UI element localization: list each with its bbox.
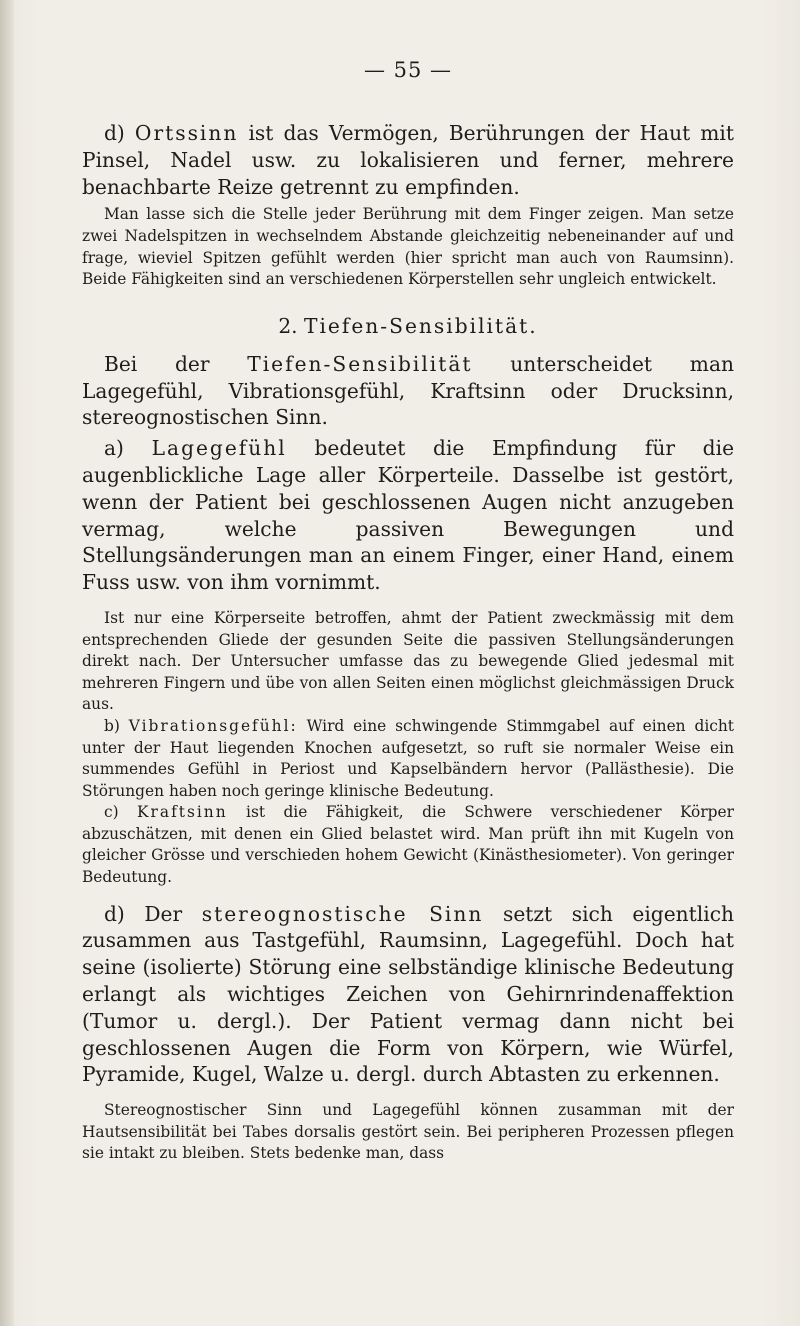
paragraph-man-lasse: Man lasse sich die Stelle jeder Berührung mit dem Finger zeigen. Man setze zwei Nadelspitzen in wechselndem Abstande gleichzeitig nebeneinander auf und frage, wieviel Spitzen gefühlt werden (hier spricht man auch von Raumsinn). Beide Fähigkeiten sind an verschiedenen Körperstellen sehr ungleich entwickelt.: [82, 205, 734, 289]
paragraph-ist-nur: Ist nur eine Körperseite betroffen, ahmt der Patient zweckmässig mit dem entsprechenden Gliede der gesunden Seite die passiven Stellungsänderungen direkt nach. Der Untersucher umfasse das zu bewegende Glied jedesmal mit mehreren Fingern und übe von allen Seiten einen möglichst gleichmässigen Druck aus.: [82, 608, 734, 714]
paragraph-kraftsinn: [82, 802, 734, 888]
paragraph-vibrationsgefuehl: [82, 716, 734, 802]
page-content: [82, 58, 734, 1165]
paragraph-text: ist das Vermögen, Berührungen der Haut mit Pinsel, Nadel usw. zu lokalisieren und ferner, mehrere benachbarte Reize getrennt zu empfinden.: [82, 121, 734, 199]
item-label: d) Der: [104, 901, 183, 926]
paragraph-text: bedeutet die Empfindung für die augenblickliche Lage aller Körperteile. Dasselbe ist gestört, wenn der Patient bei geschlossenen Augen nicht anzugeben vermag, welche passiven Bewegungen und Stellungsänderungen man an einem Finger, einer Hand, einem Fuss usw. von ihm vornimmt.: [82, 436, 735, 595]
paragraph-bei-der: [82, 351, 734, 431]
item-label: b): [104, 716, 120, 735]
term-tiefen-sensibilitaet: Tiefen-Sensibilität: [247, 351, 473, 376]
paragraph-text: ist die Fähigkeit, die Schwere verschiedener Körper abzuschätzen, mit denen ein Glied belastet wird. Man prüft ihn mit Kugeln von gleicher Grösse und verschieden hohem Gewicht (Kinästhesiometer). Von geringer Bedeutung.: [82, 803, 734, 887]
section-title: Tiefen-Sensibilität.: [304, 313, 538, 338]
page-number: — 55 —: [363, 58, 453, 82]
paragraph-text: setzt sich eigentlich zusammen aus Tastgefühl, Raumsinn, Lagegefühl. Doch hat seine (isolierte) Störung eine selbständige klinische Bedeutung erlangt als wichtiges Zeichen von Gehirnrindenaffektion (Tumor u. dergl.). Der Patient vermag dann nicht bei geschlossenen Augen die Form von Körpern, wie Würfel, Pyramide, Kugel, Walze u. dergl. durch Abtasten zu erkennen.: [82, 901, 735, 1087]
term-vibrationsgefuehl: Vibrationsgefühl:: [128, 716, 298, 735]
term-kraftsinn: Kraftsinn: [137, 803, 228, 822]
paragraph-ortssinn: [82, 120, 734, 200]
item-label: c): [104, 803, 119, 822]
term-stereognostische-sinn: stereognostische Sinn: [201, 901, 484, 926]
item-label: a): [104, 436, 124, 461]
paragraph-text: Wird eine schwingende Stimmgabel auf einen dicht unter der Haut liegenden Knochen aufgesetzt, so ruft sie normaler Weise ein summendes Gefühl in Periost und Kapselbändern hervor (Pallästhesie). Die Störungen haben noch geringe klinische Bedeutung.: [82, 716, 734, 800]
term-ortssinn: Ortssinn: [134, 121, 239, 145]
paragraph-stereognostisch: [82, 901, 734, 1089]
paragraph-lagegefuehl: [82, 435, 734, 596]
page-binding-edge: [0, 0, 14, 1326]
term-lagegefuehl: Lagegefühl: [151, 436, 287, 461]
paragraph-text-after: unterscheidet man Lagegefühl, Vibrationsgefühl, Kraftsinn oder Drucksinn, stereognostischen Sinn.: [82, 351, 734, 430]
section-heading: [82, 313, 734, 339]
paragraph-stereognostischer-sinn: Stereognostischer Sinn und Lagegefühl können zusamman mit der Hautsensibilität bei Tabes dorsalis gestört sein. Bei peripheren Prozessen pflegen sie intakt zu bleiben. Stets bedenke man, dass: [82, 1101, 734, 1163]
item-label: d): [104, 121, 125, 145]
section-number: 2.: [278, 313, 298, 338]
paragraph-text-before: Bei der: [104, 351, 210, 376]
